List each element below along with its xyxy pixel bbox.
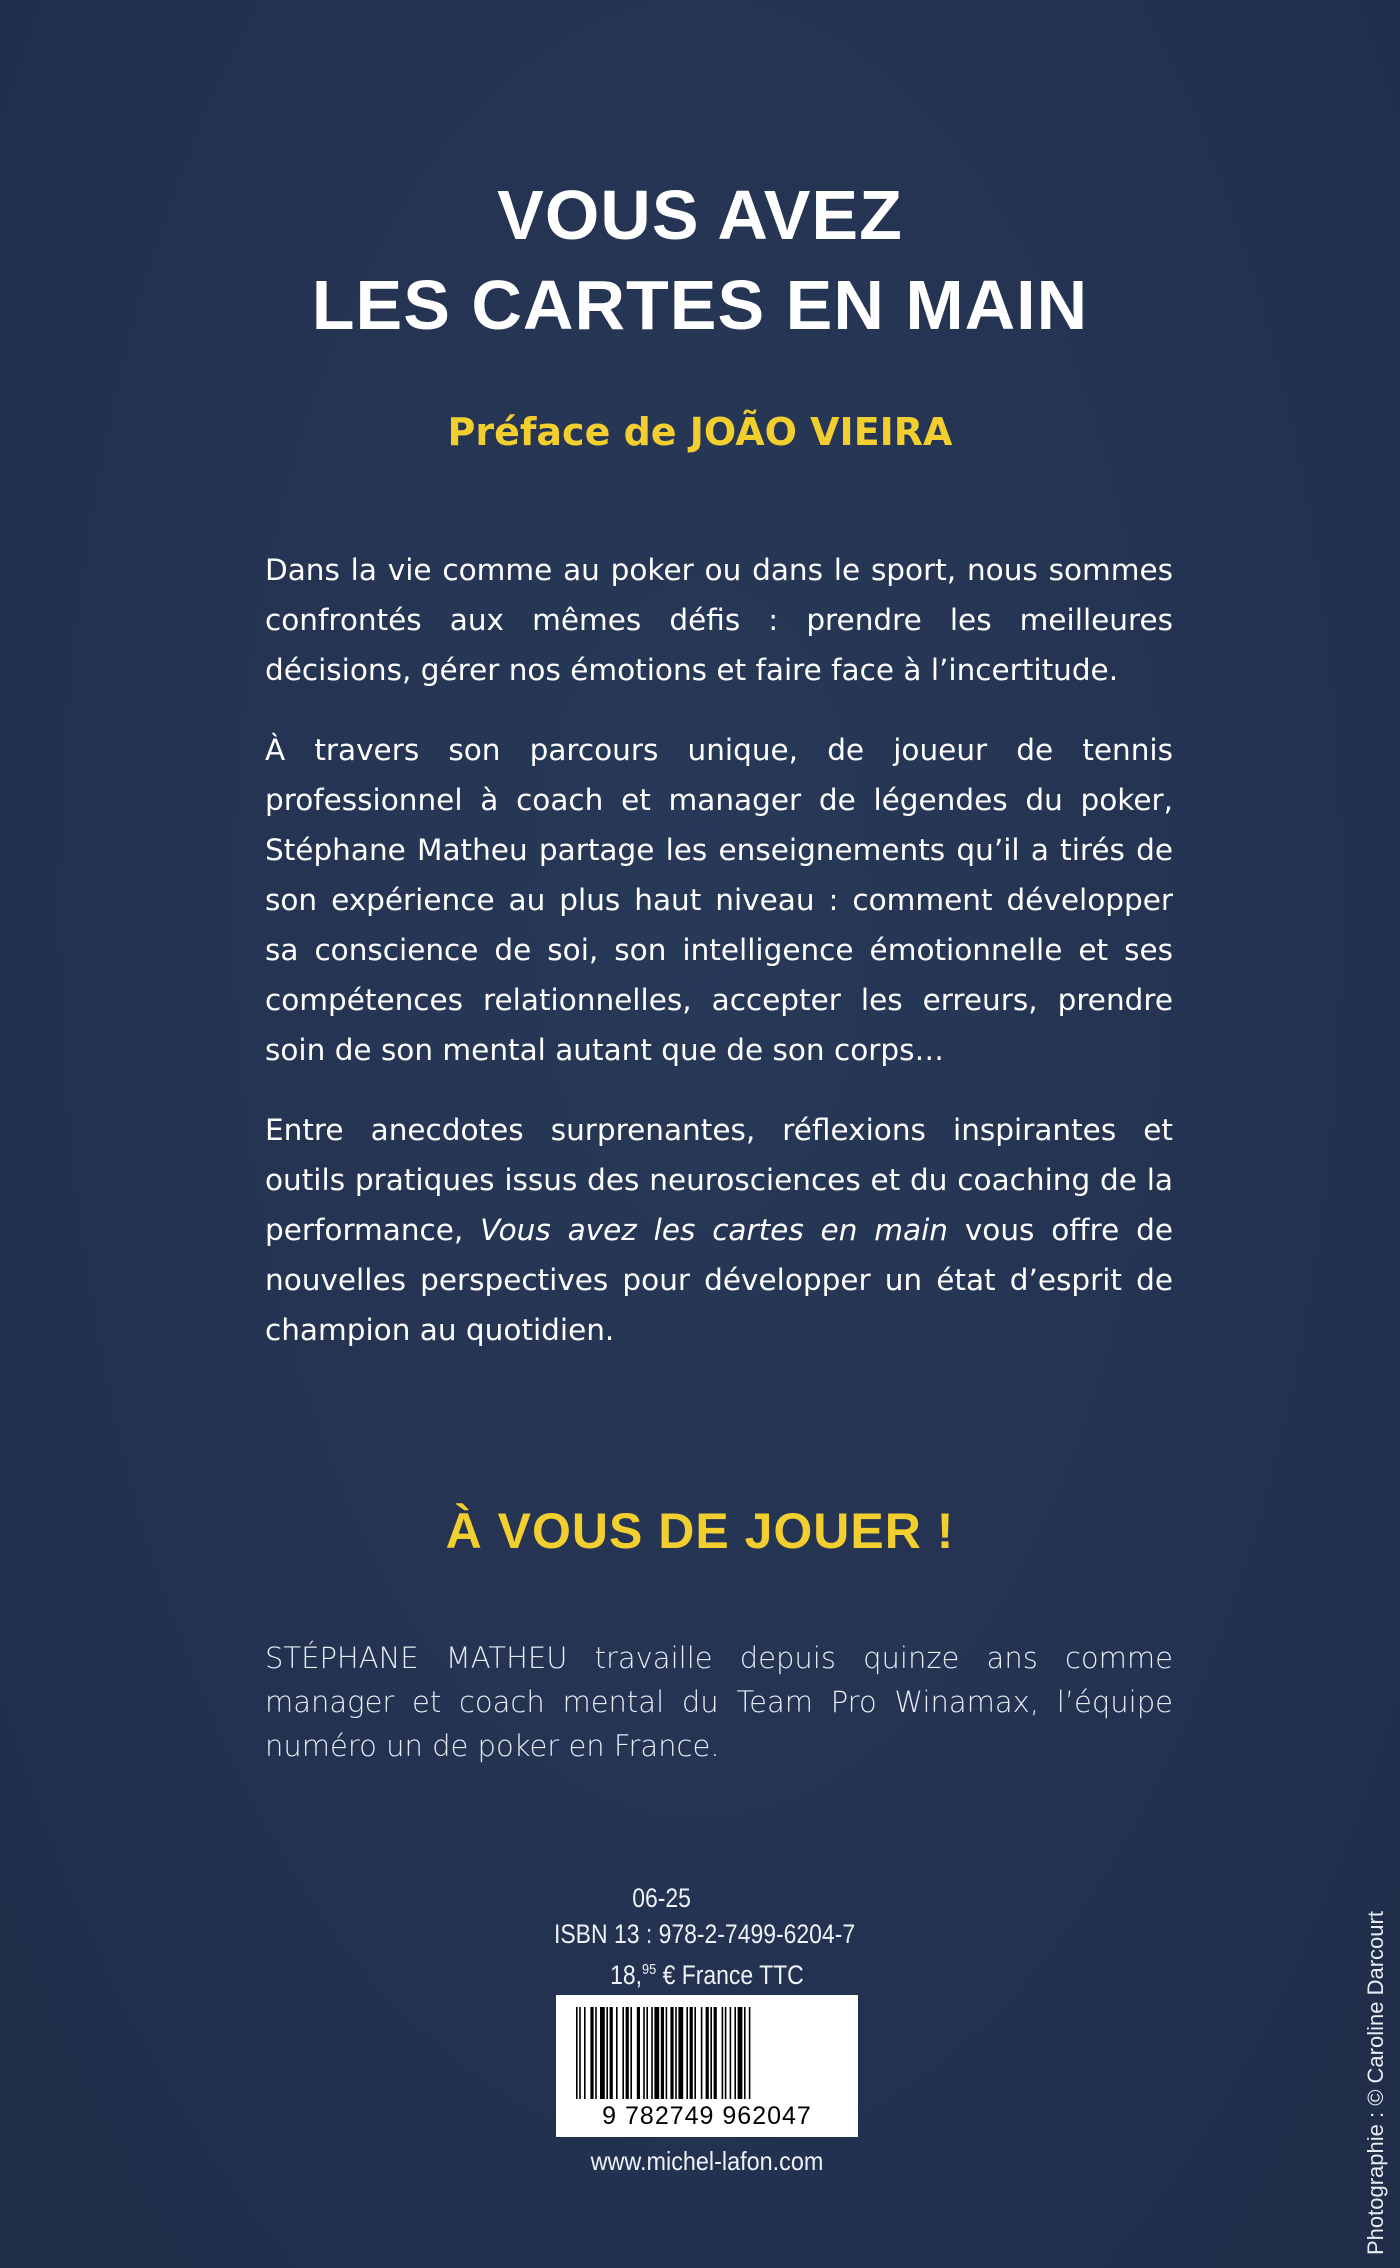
publisher-website: www.michel-lafon.com	[590, 2146, 824, 2176]
barcode-bar	[584, 2007, 586, 2099]
price-euros: 18,	[610, 1960, 643, 1990]
barcode-bar	[643, 2007, 645, 2099]
blurb-paragraph-3	[265, 1105, 1173, 1355]
book-title	[0, 170, 1400, 350]
barcode-bar	[595, 2007, 597, 2099]
barcode-bar	[637, 2007, 640, 2099]
isbn: ISBN 13 : 978-2-7499-6204-7	[554, 1919, 856, 1949]
barcode-bar	[626, 2007, 629, 2099]
barcode-bar	[610, 2007, 613, 2099]
barcode-bar	[606, 2007, 608, 2099]
barcode-bar	[670, 2007, 673, 2099]
barcode-bar	[622, 2007, 624, 2099]
barcode-bars	[576, 2007, 838, 2099]
photo-credit: Photographie : © Caroline Darcourt	[1363, 1911, 1388, 2255]
barcode-bar	[651, 2007, 653, 2099]
barcode-bar	[749, 2007, 751, 2099]
blurb-paragraph-1: Dans la vie comme au poker ou dans le sport, nous sommes confrontés aux mêmes défis : prendre les meilleures décisions, gérer nos émotions et faire face à l’incertitude.	[265, 553, 1173, 687]
barcode-bar	[694, 2007, 696, 2099]
paragraph-3-before: Entre anecdotes surprenantes, réflexions inspirantes et outils pratiques issus des neurosciences et du coaching de la performance,	[265, 1113, 1173, 1247]
barcode-bar	[661, 2007, 664, 2099]
barcode-bar	[722, 2007, 724, 2099]
price	[554, 1952, 826, 1993]
barcode-bar	[690, 2007, 693, 2099]
barcode-bar	[714, 2007, 717, 2099]
barcode-bar	[706, 2007, 709, 2099]
barcode-bar	[616, 2007, 618, 2099]
publication-info	[554, 1880, 856, 1993]
barcode-bar	[666, 2007, 668, 2099]
barcode-bar	[654, 2007, 659, 2099]
barcode-bar	[730, 2007, 732, 2099]
price-cents: 95	[642, 1961, 657, 1978]
barcode-bar	[579, 2007, 581, 2099]
barcode-number: 9 782749 962047	[602, 2102, 812, 2130]
barcode-bar	[744, 2007, 746, 2099]
barcode-bar	[734, 2007, 736, 2099]
blurb-paragraph-2: À travers son parcours unique, de joueur de tennis professionnel à coach et manager de légendes du poker, Stéphane Matheu partage les enseignements qu’il a tirés de son expérience au plus haut niveau : comment développer sa conscience de soi, son intelligence émotionnelle et ses compétences relationnelles, accepter les erreurs, prendre soin de son mental autant que de son corps…	[265, 733, 1173, 1067]
preface-credit: Préface de JOÃO VIEIRA	[447, 410, 953, 454]
title-line-1: VOUS AVEZ	[497, 176, 903, 254]
title-line-2: LES CARTES EN MAIN	[311, 266, 1089, 344]
barcode-bar	[710, 2007, 712, 2099]
barcode-bar	[678, 2007, 683, 2099]
date-code: 06-25	[632, 1883, 691, 1913]
book-title-italic: Vous avez les cartes en main	[480, 1213, 948, 1247]
call-to-action: À VOUS DE JOUER !	[445, 1503, 955, 1559]
paragraph-3-after: vous offre de nouvelles perspectives pour développer un état d’esprit de champion au quotidien.	[265, 1213, 1173, 1347]
barcode-bar	[630, 2007, 632, 2099]
barcode-bar	[738, 2007, 743, 2099]
author-bio: STÉPHANE MATHEU travaille depuis quinze ans comme manager et coach mental du Team Pro Winamax, l’équipe numéro un de poker en France.	[265, 1641, 1173, 1763]
barcode-bar	[590, 2007, 593, 2099]
barcode-bar	[701, 2007, 703, 2099]
barcode-bar	[725, 2007, 727, 2099]
barcode-bar	[576, 2007, 578, 2099]
price-suffix: € France TTC	[656, 1960, 804, 1990]
barcode-bar	[646, 2007, 648, 2099]
barcode-bar	[675, 2007, 677, 2099]
barcode-bar	[686, 2007, 688, 2099]
barcode-bar	[600, 2007, 605, 2099]
blurb	[265, 545, 1173, 1385]
barcode	[556, 1995, 858, 2137]
